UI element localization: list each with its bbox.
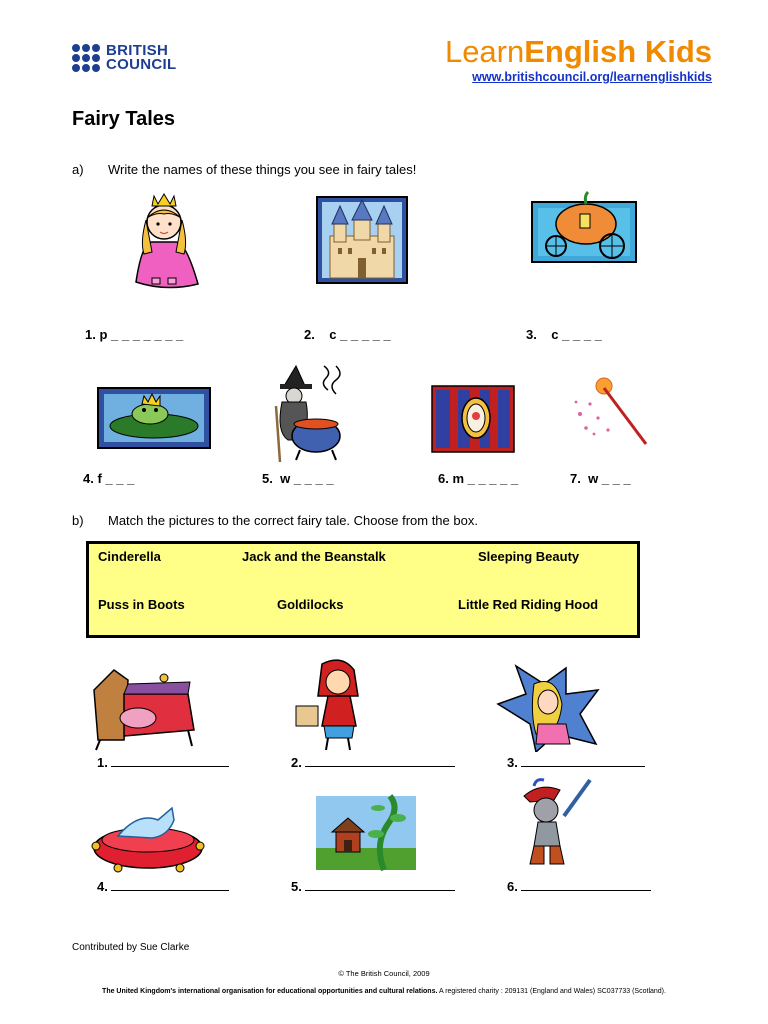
answer-5-blank[interactable]	[305, 878, 455, 891]
clue-3: 3. c _ _ _ _	[526, 327, 602, 342]
witch-picture	[266, 362, 350, 466]
answer-3: 3.	[507, 754, 645, 770]
brand-line-2: COUNCIL	[106, 56, 177, 73]
pumpkin-coach-picture	[530, 188, 638, 270]
british-council-logo	[72, 44, 176, 72]
tale-cinderella: Cinderella	[98, 549, 161, 564]
british-council-dots-icon	[72, 44, 100, 72]
page-title: Fairy Tales	[72, 108, 176, 130]
tale-sleeping-beauty: Sleeping Beauty	[478, 549, 580, 564]
answer-2-blank[interactable]	[305, 754, 455, 767]
answer-4-blank[interactable]	[111, 878, 229, 891]
princess-picture	[122, 192, 206, 292]
website-link[interactable]: www.britishcouncil.org/learnenglishkids	[472, 70, 712, 84]
section-a-instruction: a) Write the names of these things you see in fairy tales!	[72, 162, 417, 177]
answer-6: 6.	[507, 878, 651, 894]
castle-picture	[316, 196, 408, 284]
fairy-tale-word-box	[86, 541, 640, 638]
clue-1: 1. p _ _ _ _ _ _ _	[85, 327, 184, 342]
bed-picture	[84, 660, 200, 752]
clue-7: 7. w _ _ _	[570, 471, 631, 486]
clue-2: 2. c _ _ _ _ _	[304, 327, 391, 342]
tale-little-red-riding-hood: Little Red Riding Hood	[458, 597, 599, 612]
sleeping-beauty-picture	[496, 664, 600, 752]
puss-in-boots-picture	[520, 776, 594, 870]
tale-jack-and-the-beanstalk: Jack and the Beanstalk	[242, 549, 386, 564]
magic-mirror-picture	[430, 384, 516, 454]
answer-1-blank[interactable]	[111, 754, 229, 767]
charity-statement: The United Kingdom's international organisation for educational opportunities and cultural relations. A registered charity : 209131 (England and Wales) SC037733 (Scotland).	[102, 988, 666, 995]
answer-1: 1.	[97, 754, 229, 770]
red-riding-hood-picture	[292, 656, 380, 752]
tale-goldilocks: Goldilocks	[277, 597, 344, 612]
frog-picture	[96, 386, 212, 450]
clue-4: 4. f _ _ _	[83, 471, 135, 486]
answer-4: 4.	[97, 878, 229, 894]
beanstalk-picture	[314, 794, 418, 872]
copyright: © The British Council, 2009	[338, 969, 430, 978]
contributor-credit: Contributed by Sue Clarke	[72, 942, 190, 953]
magic-wand-picture	[570, 374, 654, 450]
answer-3-blank[interactable]	[521, 754, 645, 767]
answer-5: 5.	[291, 878, 455, 894]
clue-5: 5. w _ _ _ _	[262, 471, 334, 486]
brand-line-1: BRITISH	[106, 42, 169, 59]
section-b-instruction: b) Match the pictures to the correct fairy tale. Choose from the box.	[72, 513, 478, 528]
tale-puss-in-boots: Puss in Boots	[98, 597, 185, 612]
answer-2: 2.	[291, 754, 455, 770]
answer-6-blank[interactable]	[521, 878, 651, 891]
learnenglish-kids-logo: LearnEnglish Kids	[444, 34, 712, 69]
clue-6: 6. m _ _ _ _ _	[438, 471, 519, 486]
glass-slipper-picture	[88, 800, 206, 878]
